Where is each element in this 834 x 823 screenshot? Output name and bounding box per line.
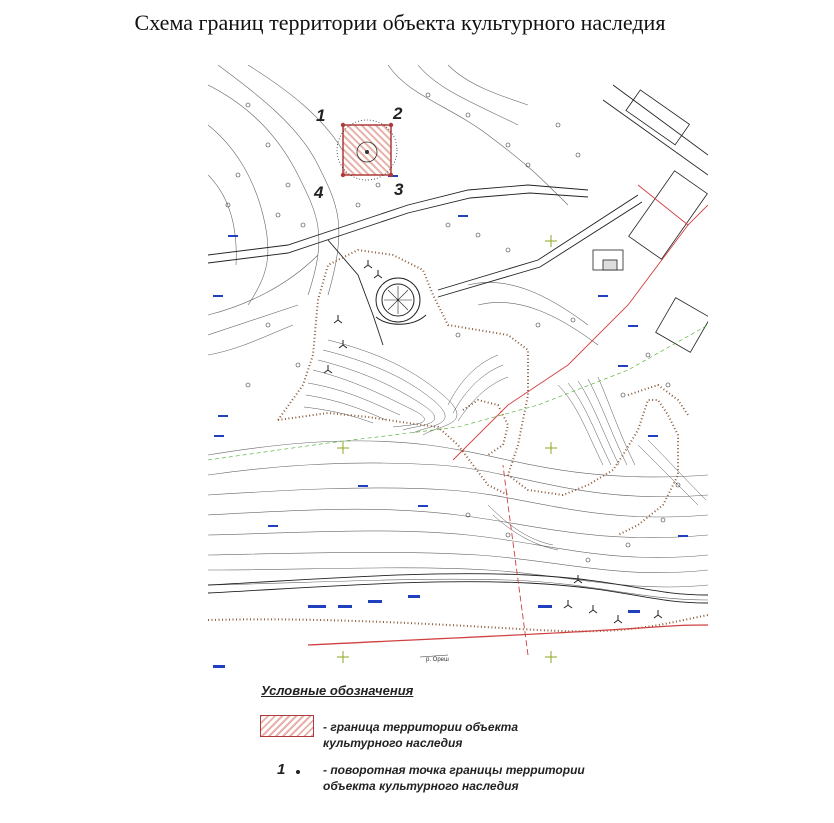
point-text-line1: - поворотная точка границы территории — [323, 763, 585, 777]
boundary-text-line2: культурного наследия — [323, 736, 463, 750]
point-label-2: 2 — [393, 104, 403, 123]
heritage-territory — [337, 120, 397, 180]
page-title: Схема границ территории объекта культурного наследия — [134, 10, 666, 35]
map-background — [208, 65, 708, 675]
site-plan-svg — [208, 65, 708, 675]
point-text-line2: объекта культурного наследия — [323, 779, 519, 793]
turning-point-dot — [296, 770, 300, 774]
point-label-1: 1 — [316, 106, 326, 125]
turning-point-marker: 1 — [277, 761, 286, 778]
river-label: р. Ореш — [426, 657, 449, 663]
turning-point-3 — [389, 173, 393, 177]
turning-point-1 — [341, 123, 345, 127]
point-label-4: 4 — [314, 183, 324, 202]
point-label-3: 3 — [394, 180, 404, 199]
turning-point-4 — [341, 173, 345, 177]
boundary-text-line1: - граница территории объекта — [323, 720, 518, 734]
turning-point-2 — [389, 123, 393, 127]
legend-heading: Условные обозначения — [261, 683, 414, 698]
boundary-swatch — [260, 715, 314, 737]
site-plan-map — [208, 65, 708, 675]
